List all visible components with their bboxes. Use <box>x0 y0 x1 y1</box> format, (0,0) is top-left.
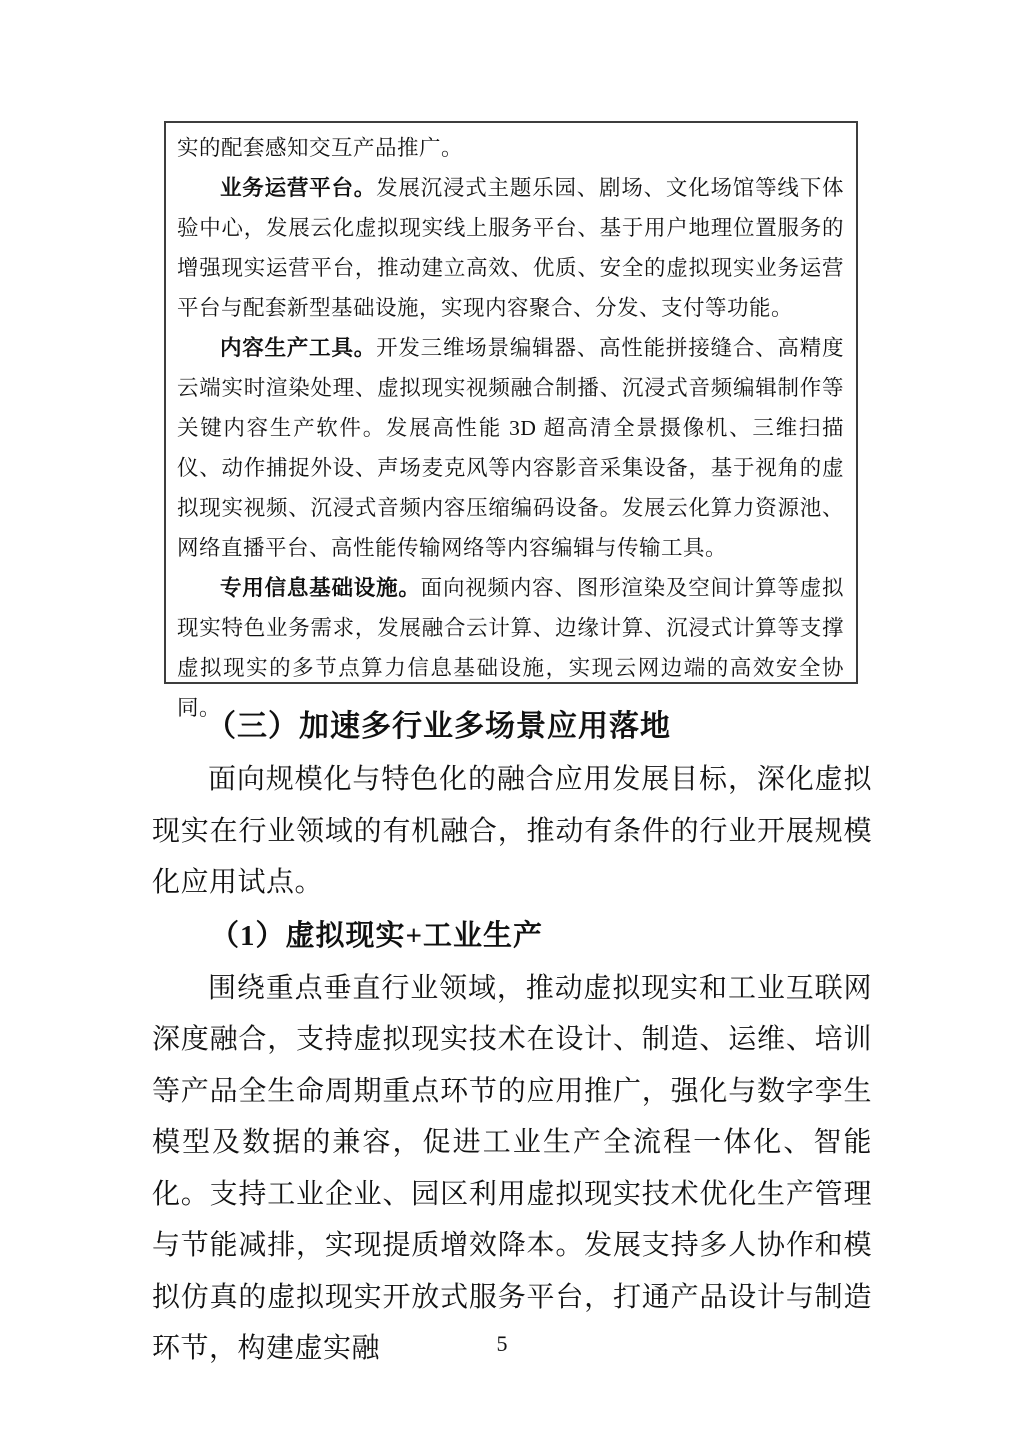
box-paragraph-body: 发展沉浸式主题乐园、剧场、文化场馆等线下体验中心，发展云化虚拟现实线上服务平台、基于用户地理位置服务的增强现实运营平台，推动建立高效、优质、安全的虚拟现实业务运营平台与配套新型基础设施，实现内容聚合、分发、支付等功能。 <box>177 176 844 320</box>
box-paragraph-content-tools <box>177 328 844 568</box>
box-paragraph-lead: 专用信息基础设施。 <box>220 576 421 600</box>
box-paragraph-body: 面向视频内容、图形渲染及空间计算等虚拟现实特色业务需求，发展融合云计算、边缘计算、沉浸式计算等支撑虚拟现实的多节点算力信息基础设施，实现云网边端的高效安全协同。 <box>177 576 844 720</box>
section-heading-three: （三）加速多行业多场景应用落地 <box>206 710 671 743</box>
box-paragraph-body: 开发三维场景编辑器、高性能拼接缝合、高精度云端实时渲染处理、虚拟现实视频融合制播、沉浸式音频编辑制作等关键内容生产软件。发展高性能 3D 超高清全景摄像机、三维扫描仪、动作捕捉外设、声场麦克风等内容影音采集设备，基于视角的虚拟现实视频、沉浸式音频内容压缩编码设备。发展云化算力资源池、网络直播平台、高性能传输网络等内容编辑与传输工具。 <box>177 336 844 560</box>
main-content <box>152 699 872 1375</box>
box-paragraph-lead: 内容生产工具。 <box>220 336 377 360</box>
policy-excerpt-box <box>164 121 858 720</box>
section-paragraph: 面向规模化与特色化的融合应用发展目标，深化虚拟现实在行业领域的有机融合，推动有条件的行业开展规模化应用试点。 <box>152 764 872 898</box>
subsection-paragraph: 围绕重点垂直行业领域，推动虚拟现实和工业互联网深度融合，支持虚拟现实技术在设计、制造、运维、培训等产品全生命周期重点环节的应用推广，强化与数字孪生模型及数据的兼容，促进工业生产全流程一体化、智能化。支持工业企业、园区利用虚拟现实技术优化生产管理与节能减排，实现提质增效降本。发展支持多人协作和模拟仿真的虚拟现实开放式服务平台，打通产品设计与制造环节，构建虚实融 <box>152 972 872 1364</box>
box-continuation-text: 实的配套感知交互产品推广。 <box>177 136 464 160</box>
box-continuation-line <box>177 128 844 168</box>
page-number: 5 <box>496 1331 508 1356</box>
subsection-heading-vr-industry: （1）虚拟现实+工业生产 <box>210 919 544 952</box>
box-paragraph-lead: 业务运营平台。 <box>220 176 377 200</box>
box-paragraph-business-platform <box>177 168 844 328</box>
